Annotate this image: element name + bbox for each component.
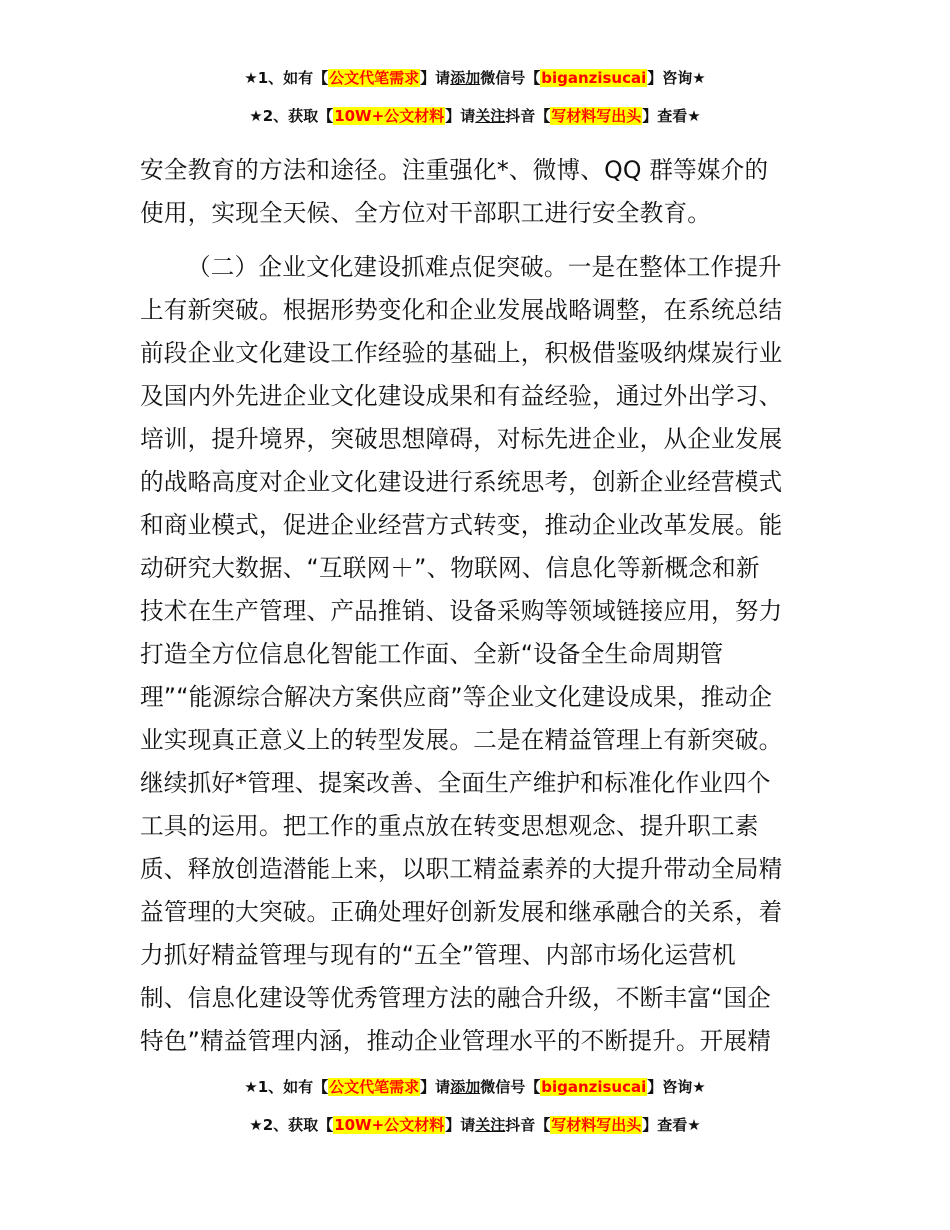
banner-text: ★2、获取【	[249, 107, 334, 125]
body-line: 质、释放创造潜能上来，以职工精益素养的大提升带动全局精	[140, 855, 783, 883]
body-line: 特色”精益管理内涵，推动企业管理水平的不断提升。开展精	[140, 1027, 772, 1055]
banner-highlight: 10W+公文材料	[334, 107, 445, 125]
body-line: 业实现真正意义上的转型发展。二是在精益管理上有新突破。	[140, 726, 783, 754]
body-line: 的战略高度对企业文化建设进行系统思考，创新企业经营模式	[140, 468, 783, 496]
banner-text: 】咨询★	[647, 69, 706, 87]
banner-highlight: biganzisucai	[541, 1078, 647, 1096]
banner-highlight: 10W+公文材料	[334, 1116, 445, 1134]
banner-text: 】请	[445, 107, 476, 125]
body-line: 培训，提升境界，突破思想障碍，对标先进企业，从企业发展	[140, 425, 783, 453]
banner-underline-text: 关注	[475, 1116, 506, 1134]
body-line: 理”“能源综合解决方案供应商”等企业文化建设成果，推动企	[140, 683, 773, 711]
header-banner-line-1	[0, 67, 950, 89]
body-line: 和商业模式，促进企业经营方式转变，推动企业改革发展。能	[140, 511, 783, 539]
body-line: 益管理的大突破。正确处理好创新发展和继承融合的关系，着	[140, 898, 783, 926]
banner-text: 】请	[445, 1116, 476, 1134]
footer-banner-line-1	[0, 1076, 950, 1098]
banner-text: 】请	[420, 69, 451, 87]
body-line: 使用，实现全天候、全方位对干部职工进行安全教育。	[140, 199, 712, 227]
banner-text: 微信号【	[480, 1078, 541, 1096]
body-line: 工具的运用。把工作的重点放在转变思想观念、提升职工素	[140, 812, 759, 840]
document-body	[140, 149, 812, 1063]
banner-highlight: 写材料写出头	[551, 1116, 642, 1134]
footer-banner-line-2	[0, 1114, 950, 1136]
banner-underline-text: 添加	[450, 1078, 481, 1096]
body-line: 前段企业文化建设工作经验的基础上，积极借鉴吸纳煤炭行业	[140, 339, 783, 367]
banner-text: ★1、如有【	[244, 1078, 329, 1096]
banner-text: 】查看★	[642, 107, 701, 125]
banner-underline-text: 关注	[475, 107, 506, 125]
body-line: 安全教育的方法和途径。注重强化*、微博、QQ 群等媒介的	[140, 156, 769, 184]
body-line: 动研究大数据、“互联网＋”、物联网、信息化等新概念和新	[140, 554, 760, 582]
header-banner-line-2	[0, 105, 950, 127]
banner-highlight: 写材料写出头	[551, 107, 642, 125]
body-line: 上有新突破。根据形势变化和企业发展战略调整，在系统总结	[140, 296, 783, 324]
body-line: 打造全方位信息化智能工作面、全新“设备全生命周期管	[140, 640, 724, 668]
banner-highlight: 公文代笔需求	[329, 69, 420, 87]
body-line: 力抓好精益管理与现有的“五全”管理、内部市场化运营机	[140, 941, 736, 969]
banner-text: 】请	[420, 1078, 451, 1096]
banner-highlight: biganzisucai	[541, 69, 647, 87]
body-line: （二）企业文化建设抓难点促突破。一是在整体工作提升	[187, 253, 782, 281]
body-line: 继续抓好*管理、提案改善、全面生产维护和标准化作业四个	[140, 769, 771, 797]
banner-text: 微信号【	[480, 69, 541, 87]
body-line: 制、信息化建设等优秀管理方法的融合升级，不断丰富“国企	[140, 984, 772, 1012]
banner-text: 】查看★	[642, 1116, 701, 1134]
banner-text: ★1、如有【	[244, 69, 329, 87]
banner-text: 】咨询★	[647, 1078, 706, 1096]
body-line: 及国内外先进企业文化建设成果和有益经验，通过外出学习、	[140, 382, 783, 410]
banner-underline-text: 添加	[450, 69, 481, 87]
banner-text: 抖音【	[505, 107, 551, 125]
banner-highlight: 公文代笔需求	[329, 1078, 420, 1096]
banner-text: ★2、获取【	[249, 1116, 334, 1134]
banner-text: 抖音【	[505, 1116, 551, 1134]
body-line: 技术在生产管理、产品推销、设备采购等领域链接应用，努力	[140, 597, 783, 625]
